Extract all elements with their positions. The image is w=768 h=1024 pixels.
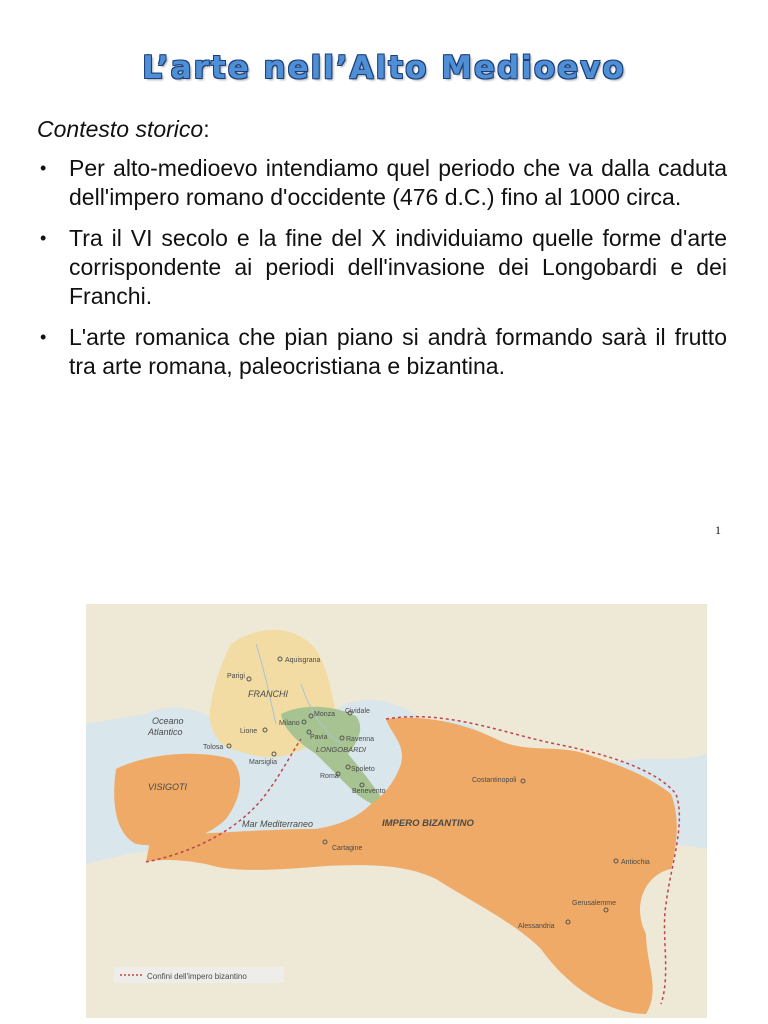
bullet-icon: • bbox=[40, 158, 47, 178]
city-roma: Roma bbox=[320, 773, 339, 780]
label-franchi: FRANCHI bbox=[248, 689, 288, 699]
city-gerusalemme: Gerusalemme bbox=[572, 900, 616, 907]
bullet-text: Tra il VI secolo e la fine del X individuiamo quelle forme d'arte corrispondente ai periodi dell'invasione dei Longobardi e dei Franchi. bbox=[69, 225, 727, 309]
city-cividale: Cividale bbox=[345, 708, 370, 715]
bullet-item bbox=[40, 154, 727, 212]
bullet-item bbox=[40, 224, 727, 311]
slide-title: L’arte nell’Alto Medioevo bbox=[142, 50, 626, 86]
page-number: 1 bbox=[715, 523, 721, 537]
city-monza: Monza bbox=[314, 711, 336, 718]
label-visigoti: VISIGOTI bbox=[148, 782, 188, 792]
city-costantinopoli: Costantinopoli bbox=[472, 777, 517, 784]
bullet-text: L'arte romanica che pian piano si andrà formando sarà il frutto tra arte romana, paleocristiana e bizantina. bbox=[69, 324, 727, 379]
city-tolosa: Tolosa bbox=[203, 744, 224, 751]
historical-map bbox=[86, 604, 707, 1018]
city-milano: Milano bbox=[279, 720, 300, 727]
city-marsiglia: Marsiglia bbox=[249, 759, 278, 766]
label-mediterraneo: Mar Mediterraneo bbox=[242, 819, 314, 829]
label-impero-bizantino: IMPERO BIZANTINO bbox=[382, 818, 474, 829]
map-svg bbox=[86, 604, 707, 1018]
label-atlantico: Atlantico bbox=[148, 727, 183, 737]
bullet-icon: • bbox=[40, 228, 47, 248]
city-cartagine: Cartagine bbox=[332, 845, 363, 852]
city-ravenna: Ravenna bbox=[346, 736, 375, 743]
bullet-list bbox=[40, 154, 727, 393]
label-oceano: Oceano bbox=[152, 716, 184, 726]
legend-text: Confini dell'impero bizantino bbox=[147, 972, 247, 981]
city-aquisgrana: Aquisgrana bbox=[285, 657, 321, 664]
city-benevento: Benevento bbox=[352, 788, 386, 795]
context-heading bbox=[37, 116, 210, 143]
bullet-text: Per alto-medioevo intendiamo quel periodo che va dalla caduta dell'impero romano d'occidente (476 d.C.) fino al 1000 circa. bbox=[69, 155, 727, 210]
city-antiochia: Antiochia bbox=[621, 859, 650, 866]
city-pavia: Pavia bbox=[310, 734, 328, 741]
city-lione: Lione bbox=[240, 728, 258, 735]
bullet-icon: • bbox=[40, 327, 47, 347]
city-spoleto: Spoleto bbox=[351, 766, 375, 773]
city-parigi: Parigi bbox=[227, 673, 245, 680]
context-colon: : bbox=[203, 116, 210, 142]
city-alessandria: Alessandria bbox=[518, 923, 555, 930]
label-longobardi: LONGOBARDI bbox=[316, 745, 367, 754]
context-label: Contesto storico bbox=[37, 116, 204, 142]
bullet-item bbox=[40, 323, 727, 381]
